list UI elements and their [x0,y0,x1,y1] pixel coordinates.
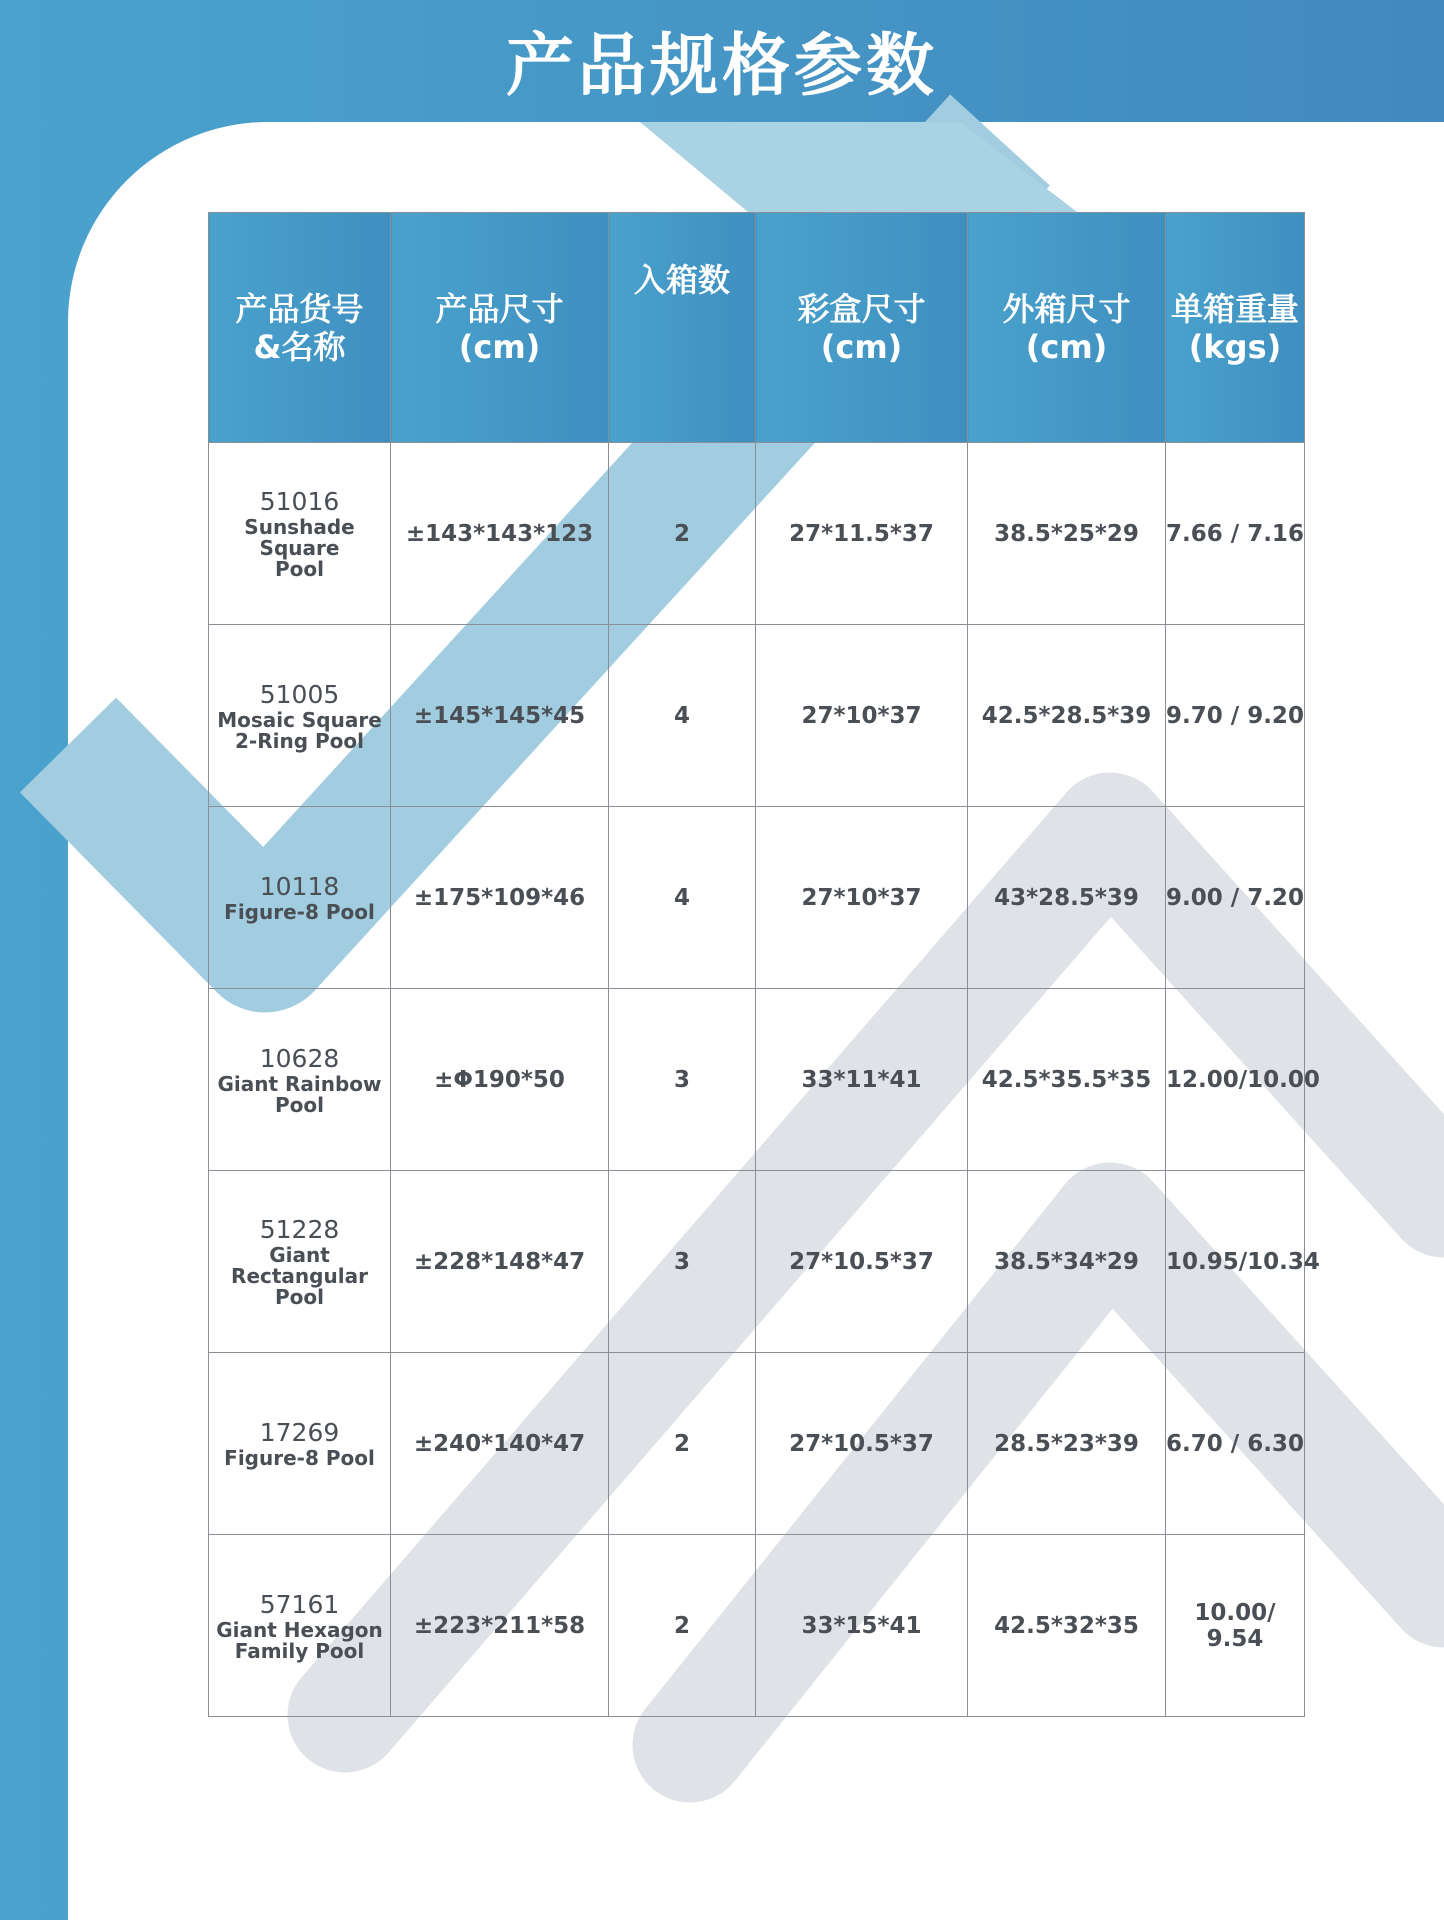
item-name-line1: Figure-8 Pool [224,900,375,924]
table-row [209,1171,1305,1353]
cell-weight: 9.00 / 7.20 [1166,807,1305,989]
cell-carton: 38.5*25*29 [968,443,1166,625]
col-header-box-line2: (cm) [820,327,903,366]
header-row [209,213,1305,443]
table-row [209,1353,1305,1535]
table-row [209,1535,1305,1717]
cell-size: ±Φ190*50 [391,989,609,1171]
cell-qty: 4 [609,807,756,989]
cell-item [209,1171,391,1353]
col-header-carton-line2: (cm) [1025,327,1108,366]
spec-table [208,212,1320,1717]
cell-qty: 4 [609,625,756,807]
cell-weight: 10.00/ 9.54 [1166,1535,1305,1717]
col-header-qty-line1: 入箱数 [633,261,730,299]
cell-box: 33*15*41 [756,1535,968,1717]
item-name-line1: Giant Rectangular [231,1243,368,1288]
cell-carton: 42.5*35.5*35 [968,989,1166,1171]
col-header-box-line1: 彩盒尺寸 [797,289,926,328]
cell-weight: 7.66 / 7.16 [1166,443,1305,625]
cell-carton: 28.5*23*39 [968,1353,1166,1535]
item-code: 57161 [259,1589,340,1619]
cell-item [209,625,391,807]
cell-box: 27*11.5*37 [756,443,968,625]
item-name-line2: Pool [275,1092,324,1117]
cell-weight: 10.95/10.34 [1166,1171,1305,1353]
cell-qty: 3 [609,1171,756,1353]
cell-size: ±175*109*46 [391,807,609,989]
cell-item [209,1353,391,1535]
cell-carton: 43*28.5*39 [968,807,1166,989]
cell-qty: 3 [609,989,756,1171]
cell-size: ±143*143*123 [391,443,609,625]
cell-size: ±240*140*47 [391,1353,609,1535]
cell-box: 33*11*41 [756,989,968,1171]
col-header-weight-line1: 单箱重量 [1170,289,1299,328]
cell-box: 27*10*37 [756,625,968,807]
table-body [209,443,1320,1717]
item-name-line1: Sunshade Square [244,515,355,560]
col-header-weight [1166,213,1305,443]
col-header-item-line2: &名称 [253,327,346,366]
item-name-line1: Giant Rainbow [217,1071,382,1096]
cell-carton: 38.5*34*29 [968,1171,1166,1353]
col-header-item [209,213,391,443]
cell-qty: 2 [609,1535,756,1717]
col-header-item-line1: 产品货号 [235,289,364,328]
cell-carton: 42.5*32*35 [968,1535,1166,1717]
cell-weight: 9.70 / 9.20 [1166,625,1305,807]
table-row [209,807,1305,989]
col-header-size-line1: 产品尺寸 [435,289,564,328]
cell-size: ±228*148*47 [391,1171,609,1353]
cell-box: 27*10.5*37 [756,1171,968,1353]
item-name-line2: Pool [275,557,324,581]
blue-check-top [640,122,1090,222]
col-header-box [756,213,968,443]
item-code: 51228 [259,1215,340,1244]
col-header-size [391,213,609,443]
cell-item [209,807,391,989]
table-header [209,213,1305,443]
cell-box: 27*10*37 [756,807,968,989]
item-name-line1: Figure-8 Pool [224,1446,375,1470]
item-code: 10118 [259,872,340,901]
cell-item [209,443,391,625]
cell-item [209,989,391,1171]
cell-size: ±145*145*45 [391,625,609,807]
cell-item [209,1535,391,1717]
item-code: 17269 [259,1418,340,1447]
cell-size: ±223*211*58 [391,1535,609,1717]
item-name-line1: Mosaic Square [217,707,382,732]
cell-qty: 2 [609,1353,756,1535]
item-code: 10628 [259,1043,340,1073]
item-name-line2: Family Pool [234,1638,365,1663]
cell-weight: 6.70 / 6.30 [1166,1353,1305,1535]
table-row [209,989,1305,1171]
item-name-line1: Giant Hexagon [216,1617,383,1642]
col-header-size-line2: (cm) [458,327,541,366]
cell-carton: 42.5*28.5*39 [968,625,1166,807]
cell-qty: 2 [609,443,756,625]
page-title: 产品规格参数 [505,27,938,106]
col-header-carton [968,213,1166,443]
item-code: 51016 [259,487,340,516]
cell-box: 27*10.5*37 [756,1353,968,1535]
col-header-weight-line2: (kgs) [1188,327,1282,366]
item-code: 51005 [259,679,340,709]
item-name-line2: Pool [275,1285,324,1309]
table-row [209,625,1305,807]
col-header-qty [609,213,756,443]
item-name-line2: 2-Ring Pool [235,728,364,753]
col-header-carton-line1: 外箱尺寸 [1002,289,1131,328]
table-row [209,443,1305,625]
cell-weight: 12.00/10.00 [1166,989,1305,1171]
